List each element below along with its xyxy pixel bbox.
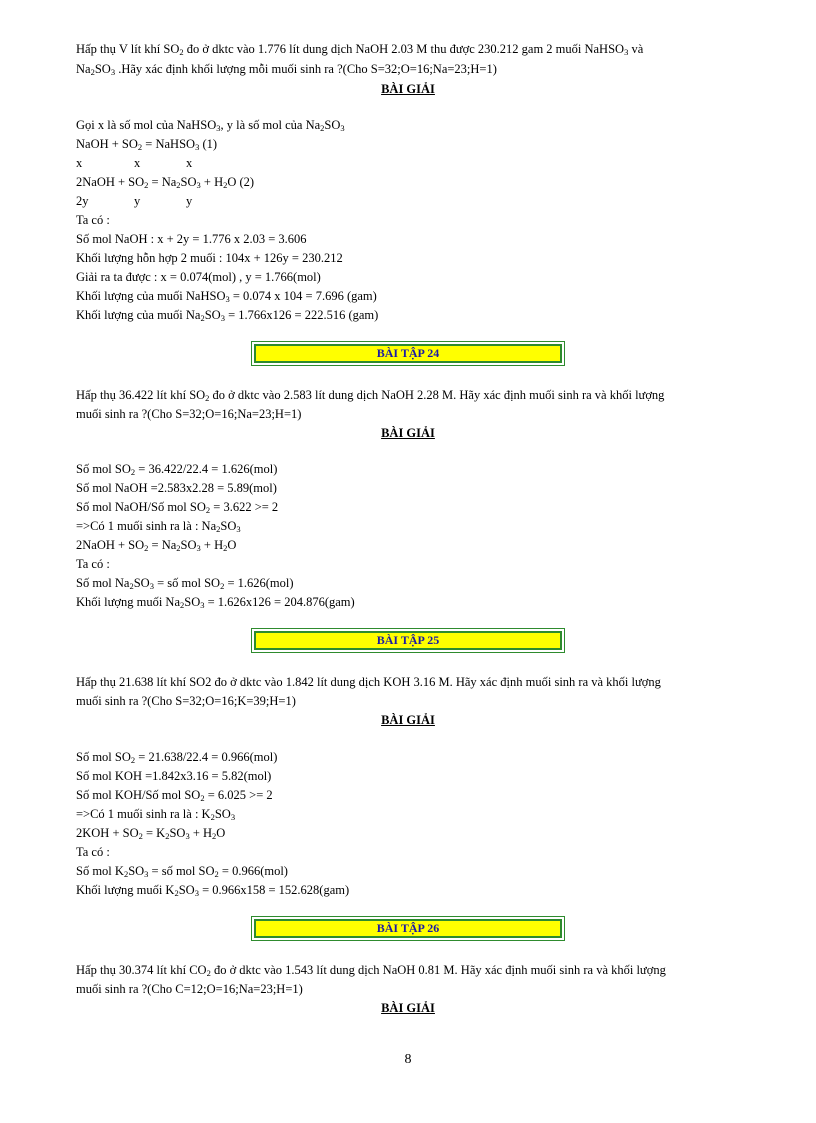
text-segment: Số mol Na <box>76 576 130 590</box>
subscript: 2 <box>123 869 129 879</box>
subscript: 3 <box>200 600 205 610</box>
text-segment: SO <box>128 864 145 878</box>
text-segment: SO <box>169 826 186 840</box>
ex24-question-line-1 <box>76 386 664 404</box>
subscript: 2 <box>210 812 215 822</box>
text-segment: = 6.025 >= 2 <box>204 788 273 802</box>
text-segment: Hấp thụ 30.374 lít khí CO <box>76 963 207 977</box>
text-segment: SO <box>184 595 201 609</box>
subscript: 3 <box>149 581 154 591</box>
subscript: 3 <box>196 543 201 553</box>
subscript: 2 <box>174 888 179 898</box>
subscript: 2 <box>137 142 143 152</box>
subscript: 2 <box>200 793 205 803</box>
ex24-title: BÀI TẬP 24 <box>254 344 562 363</box>
text-segment: .Hãy xác định khối lượng mỗi muối sinh ra ?(Cho S=32;O=16;Na=23;H=1) <box>115 62 497 76</box>
text-segment: Số mol SO <box>76 750 131 764</box>
text-segment: = số mol SO <box>153 576 221 590</box>
subscript: 2 <box>216 524 221 534</box>
ex23-line-7: Số mol NaOH : x + 2y = 1.776 x 2.03 = 3.606 <box>76 232 307 246</box>
subscript: 2 <box>223 180 228 190</box>
ex26-title-banner <box>251 916 565 941</box>
ex26-question-line-2: muối sinh ra ?(Cho C=12;O=16;Na=23;H=1) <box>76 982 303 996</box>
text-segment: Na <box>76 62 91 76</box>
ex25-line-4 <box>76 805 235 823</box>
text-segment: NaOH + SO <box>76 137 138 151</box>
ex25-line-5 <box>76 824 225 842</box>
subscript: 3 <box>196 180 201 190</box>
ex25-title: BÀI TẬP 25 <box>254 631 562 650</box>
subscript: 2 <box>130 755 136 765</box>
subscript: 2 <box>165 831 170 841</box>
text-segment: O <box>227 538 237 552</box>
text-segment: SO <box>204 308 221 322</box>
subscript: 2 <box>138 831 143 841</box>
ex24-solution-heading: BÀI GIẢI <box>381 426 435 440</box>
ex23-line-4 <box>76 173 254 191</box>
ex25-line-1 <box>76 748 277 766</box>
text-segment: =>Có 1 muối sinh ra là : K <box>76 807 211 821</box>
ex23-solution-heading: BÀI GIẢI <box>381 82 435 96</box>
ex25-line-8 <box>76 881 349 899</box>
ex23-line-2 <box>76 135 217 153</box>
ex25-solution-heading: BÀI GIẢI <box>381 713 435 727</box>
text-segment: SO <box>220 519 237 533</box>
text-segment: Khối lượng muối Na <box>76 595 181 609</box>
text-segment: đo ở dktc vào 1.543 lít dung dịch NaOH 0.81 M. Hãy xác định muối sinh ra và khối lượng <box>210 963 666 977</box>
ex24-line-8 <box>76 593 355 611</box>
subscript: 3 <box>220 313 225 323</box>
text-segment: SO <box>94 62 111 76</box>
text-segment: = Na <box>148 538 177 552</box>
ex24-line-2: Số mol NaOH =2.583x2.28 = 5.89(mol) <box>76 481 277 495</box>
text-segment: , y là số mol của Na <box>220 118 321 132</box>
text-segment: = 0.966x158 = 152.628(gam) <box>198 883 350 897</box>
text-segment: Khối lượng muối K <box>76 883 175 897</box>
text-segment: đo ở dktc vào 1.776 lít dung dịch NaOH 2.03 M thu được 230.212 gam 2 muối NaHSO <box>183 42 625 56</box>
subscript: 2 <box>90 67 95 77</box>
text-segment: = 3.622 >= 2 <box>210 500 279 514</box>
subscript: 2 <box>179 47 184 57</box>
subscript: 2 <box>212 831 217 841</box>
text-segment: = K <box>142 826 166 840</box>
ex24-title-banner <box>251 341 565 366</box>
ex23-line-3 <box>76 154 192 172</box>
text-segment: SO <box>178 883 195 897</box>
stoich-x-3: x <box>186 156 193 170</box>
text-segment: Hấp thụ 36.422 lít khí SO <box>76 388 206 402</box>
stoich-y-3: y <box>186 194 193 208</box>
stoich-y-1: 2y <box>76 194 89 208</box>
text-segment: = 0.966(mol) <box>218 864 288 878</box>
subscript: 3 <box>216 123 221 133</box>
subscript: 3 <box>624 47 629 57</box>
subscript: 2 <box>205 505 211 515</box>
ex23-line-6: Ta có : <box>76 213 110 227</box>
subscript: 3 <box>110 67 116 77</box>
ex23-line-11 <box>76 306 378 324</box>
ex26-solution-heading: BÀI GIẢI <box>381 1001 435 1015</box>
subscript: 2 <box>176 543 181 553</box>
ex23-line-9: Giải ra ta được : x = 0.074(mol) , y = 1.766(mol) <box>76 270 321 284</box>
text-segment: = số mol SO <box>148 864 215 878</box>
subscript: 2 <box>223 543 228 553</box>
text-segment: SO <box>133 576 150 590</box>
ex23-question-line-2 <box>76 60 497 78</box>
subscript: 2 <box>220 581 225 591</box>
subscript: 3 <box>195 142 200 152</box>
ex26-title: BÀI TẬP 26 <box>254 919 562 938</box>
ex24-question-line-2: muối sinh ra ?(Cho S=32;O=16;Na=23;H=1) <box>76 407 302 421</box>
ex24-line-4 <box>76 517 241 535</box>
subscript: 3 <box>144 869 149 879</box>
ex24-line-6: Ta có : <box>76 557 110 571</box>
subscript: 2 <box>320 123 325 133</box>
stoich-y-2: y <box>134 194 141 208</box>
text-segment: Gọi x là số mol của NaHSO <box>76 118 217 132</box>
text-segment: = 21.638/22.4 = 0.966(mol) <box>135 750 278 764</box>
ex23-line-5 <box>76 192 192 210</box>
ex24-line-3 <box>76 498 278 516</box>
text-segment: = 36.422/22.4 = 1.626(mol) <box>135 462 278 476</box>
ex23-line-10 <box>76 287 377 305</box>
text-segment: Số mol NaOH/Số mol SO <box>76 500 206 514</box>
text-segment: + H <box>200 175 224 189</box>
text-segment: SO <box>324 118 341 132</box>
subscript: 2 <box>144 180 149 190</box>
text-segment: 2KOH + SO <box>76 826 139 840</box>
ex25-question-line-2: muối sinh ra ?(Cho S=32;O=16;K=39;H=1) <box>76 694 296 708</box>
text-segment: đo ở dktc vào 2.583 lít dung dịch NaOH 2.28 M. Hãy xác định muối sinh ra và khối lượng <box>209 388 665 402</box>
ex25-line-7 <box>76 862 288 880</box>
subscript: 2 <box>200 313 205 323</box>
text-segment: SO <box>180 538 197 552</box>
text-segment: + H <box>200 538 224 552</box>
ex24-line-5 <box>76 536 236 554</box>
text-segment: (1) <box>199 137 218 151</box>
ex25-line-2: Số mol KOH =1.842x3.16 = 5.82(mol) <box>76 769 272 783</box>
subscript: 3 <box>194 888 199 898</box>
text-segment: Khối lượng của muối NaHSO <box>76 289 226 303</box>
text-segment: 2NaOH + SO <box>76 175 145 189</box>
ex24-line-7 <box>76 574 294 592</box>
stoich-x-1: x <box>76 156 83 170</box>
text-segment: Khối lượng của muối Na <box>76 308 201 322</box>
text-segment: = 1.766x126 = 222.516 (gam) <box>224 308 379 322</box>
text-segment: = 0.074 x 104 = 7.696 (gam) <box>229 289 377 303</box>
text-segment: O (2) <box>227 175 255 189</box>
text-segment: = 1.626(mol) <box>224 576 294 590</box>
text-segment: 2NaOH + SO <box>76 538 145 552</box>
subscript: 2 <box>129 581 134 591</box>
text-segment: SO <box>214 807 231 821</box>
text-segment: = NaHSO <box>142 137 196 151</box>
ex26-question-line-1 <box>76 961 666 979</box>
ex23-line-8: Khối lượng hỗn hợp 2 muối : 104x + 126y = 230.212 <box>76 251 343 265</box>
ex24-line-1 <box>76 460 277 478</box>
subscript: 2 <box>214 869 219 879</box>
ex23-line-1 <box>76 116 345 134</box>
subscript: 3 <box>185 831 190 841</box>
stoich-x-2: x <box>134 156 141 170</box>
ex25-title-banner <box>251 628 565 653</box>
text-segment: Số mol KOH/Số mol SO <box>76 788 201 802</box>
subscript: 2 <box>144 543 149 553</box>
ex25-line-3 <box>76 786 273 804</box>
text-segment: + H <box>189 826 213 840</box>
page-number: 8 <box>404 1052 412 1067</box>
subscript: 2 <box>180 600 185 610</box>
text-segment: = 1.626x126 = 204.876(gam) <box>204 595 355 609</box>
subscript: 2 <box>130 467 136 477</box>
ex25-question-line-1: Hấp thụ 21.638 lít khí SO2 đo ở dktc vào 1.842 lít dung dịch KOH 3.16 M. Hãy xác định muối sinh ra và khối lượng <box>76 675 661 689</box>
text-segment: Số mol K <box>76 864 124 878</box>
subscript: 3 <box>236 524 241 534</box>
subscript: 3 <box>340 123 345 133</box>
text-segment: Số mol SO <box>76 462 131 476</box>
text-segment: O <box>216 826 226 840</box>
ex23-question-line-1 <box>76 40 643 58</box>
subscript: 2 <box>205 393 210 403</box>
text-segment: SO <box>180 175 197 189</box>
text-segment: = Na <box>148 175 177 189</box>
ex25-line-6: Ta có : <box>76 845 110 859</box>
subscript: 2 <box>176 180 181 190</box>
subscript: 3 <box>225 294 230 304</box>
text-segment: Hấp thụ V lít khí SO <box>76 42 180 56</box>
text-segment: =>Có 1 muối sinh ra là : Na <box>76 519 217 533</box>
subscript: 3 <box>230 812 236 822</box>
text-segment: và <box>628 42 644 56</box>
subscript: 2 <box>206 968 211 978</box>
